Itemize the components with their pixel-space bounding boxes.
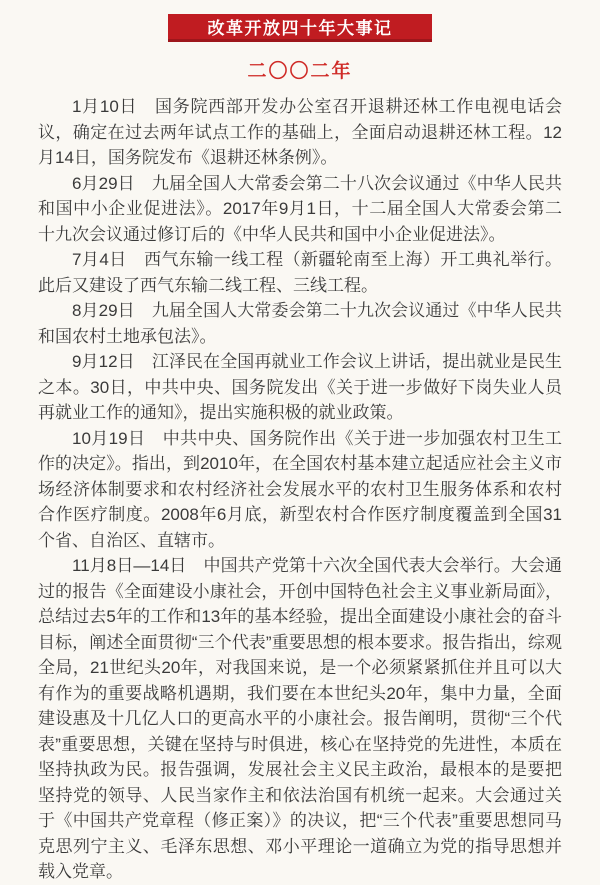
event-paragraph: 10月19日 中共中央、国务院作出《关于进一步加强农村卫生工作的决定》。指出，到2010年，在全国农村基本建立起适应社会主义市场经济体制要求和农村经济社会发展水平的农村卫生服务体系和农村合作医疗制度。2008年6月底，新型农村合作医疗制度覆盖到全国31个省、自治区、直辖市。 — [38, 428, 562, 550]
title-banner — [168, 14, 432, 42]
page-title: 改革开放四十年大事记 — [207, 18, 393, 38]
event-paragraph: 1月10日 国务院西部开发办公室召开退耕还林工作电视电话会议，确定在过去两年试点工作的基础上，全面启动退耕还林工程。12月14日，国务院发布《退耕还林条例》。 — [38, 97, 562, 167]
year-heading: 二〇〇二年 — [247, 61, 353, 82]
event-paragraph: 9月12日 江泽民在全国再就业工作会议上讲话，提出就业是民生之本。30日，中共中央、国务院发出《关于进一步做好下岗失业人员再就业工作的通知》，提出实施积极的就业政策。 — [38, 352, 562, 422]
event-paragraph: 7月4日 西气东输一线工程（新疆轮南至上海）开工典礼举行。此后又建设了西气东输二线工程、三线工程。 — [38, 250, 562, 295]
event-paragraph: 11月8日—14日 中国共产党第十六次全国代表大会举行。大会通过的报告《全面建设小康社会，开创中国特色社会主义事业新局面》，总结过去5年的工作和13年的基本经验，提出全面建设小康社会的奋斗目标，阐述全面贯彻“三个代表”重要思想的根本要求。报告指出，综观全局，21世纪头20年，对我国来说，是一个必须紧紧抓住并且可以大有作为的重要战略机遇期，我们要在本世纪头20年，集中力量，全面建设惠及十几亿人口的更高水平的小康社会。报告阐明，贯彻“三个代表”重要思想，关键在坚持与时俱进，核心在坚持党的先进性，本质在坚持执政为民。报告强调，发展社会主义民主政治，最根本的是要把坚持党的领导、人民当家作主和依法治国有机统一起来。大会通过关于《中国共产党章程（修正案）》的决议，把“三个代表”重要思想同马克思列宁主义、毛泽东思想、邓小平理论一道确立为党的指导思想并载入党章。 — [38, 556, 562, 881]
event-list — [38, 94, 562, 885]
event-paragraph: 8月29日 九届全国人大常委会第二十九次会议通过《中华人民共和国农村土地承包法》。 — [38, 301, 562, 346]
event-paragraph: 6月29日 九届全国人大常委会第二十八次会议通过《中华人民共和国中小企业促进法》。2017年9月1日，十二届全国人大常委会第二十九次会议通过修订后的《中华人民共和国中小企业促进法》。 — [38, 173, 562, 244]
